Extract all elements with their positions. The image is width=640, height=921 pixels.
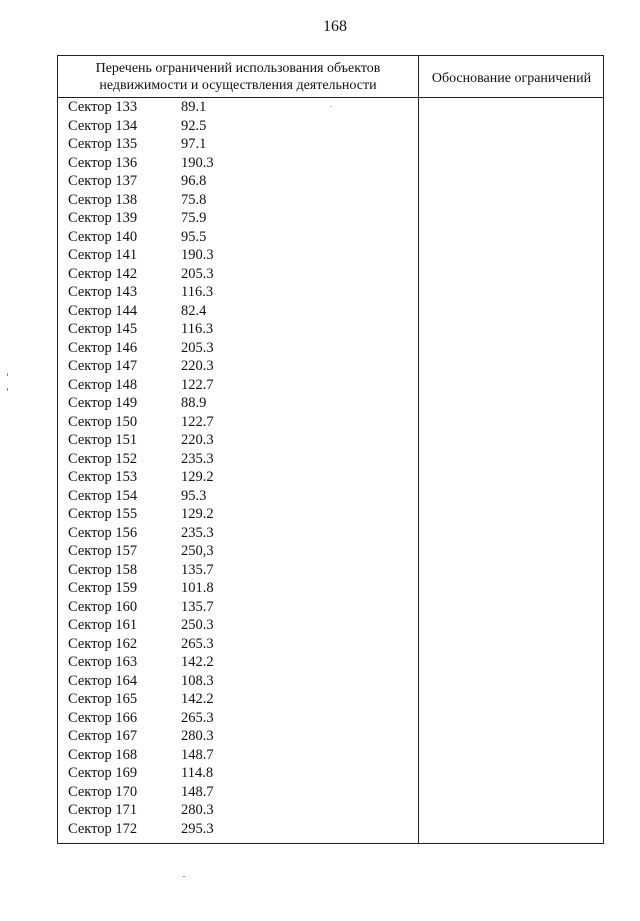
table-row (68, 764, 214, 783)
sector-name: Сектор 157 (68, 543, 138, 559)
table-row (68, 653, 214, 672)
sector-name: Сектор 169 (68, 765, 138, 781)
sector-value: 148.7 (181, 746, 214, 763)
sector-name: Сектор 171 (68, 802, 138, 818)
table-row (68, 431, 214, 450)
sector-value: 75.9 (181, 210, 207, 226)
sector-value: 82.4 (181, 302, 207, 319)
sector-name: Сектор 143 (68, 284, 138, 300)
table-row (68, 246, 214, 265)
sector-name: Сектор 149 (68, 395, 138, 411)
table-row (68, 690, 214, 709)
sector-name: Сектор 164 (68, 672, 138, 689)
sector-name: Сектор 172 (68, 820, 138, 837)
table-row (68, 727, 214, 746)
sector-name: Сектор 141 (68, 247, 138, 263)
table-row (68, 450, 214, 469)
sector-value: 235.3 (181, 450, 214, 467)
sector-name: Сектор 136 (68, 154, 138, 171)
scan-speck (330, 106, 332, 107)
sector-value: 129.2 (181, 506, 214, 522)
table-row (68, 709, 214, 728)
sector-value: 235.3 (181, 524, 214, 541)
sector-value: 75.8 (181, 191, 207, 208)
sector-value: 116.3 (181, 321, 214, 337)
sector-value: 108.3 (181, 672, 214, 689)
header-restrictions-list: Перечень ограничений использования объектов недвижимости и осуществления деятельности (95, 61, 381, 93)
sector-value: 148.7 (181, 783, 214, 800)
table-row (68, 228, 214, 247)
sector-name: Сектор 162 (68, 635, 138, 652)
scan-speck (7, 388, 8, 391)
sector-value: 205.3 (181, 265, 214, 282)
sector-value: 190.3 (181, 154, 214, 171)
table-row (68, 579, 214, 598)
sector-name: Сектор 155 (68, 506, 138, 522)
restrictions-table (57, 55, 604, 844)
table-row (68, 376, 214, 395)
sector-value: 122.7 (181, 376, 214, 393)
table-row (68, 117, 214, 136)
table-body (68, 98, 214, 838)
table-row (68, 172, 214, 191)
sector-name: Сектор 148 (68, 376, 138, 393)
table-row (68, 524, 214, 543)
table-row (68, 820, 214, 839)
sector-name: Сектор 140 (68, 228, 138, 245)
sector-value: 135.7 (181, 561, 214, 578)
sector-value: 92.5 (181, 117, 207, 134)
table-row (68, 616, 214, 635)
sector-name: Сектор 135 (68, 136, 138, 152)
sector-value: 89.1 (181, 99, 207, 115)
sector-name: Сектор 166 (68, 709, 138, 726)
sector-value: 122.7 (181, 413, 214, 430)
sector-name: Сектор 144 (68, 302, 138, 319)
sector-name: Сектор 161 (68, 617, 138, 633)
sector-name: Сектор 138 (68, 191, 138, 208)
sector-name: Сектор 152 (68, 450, 138, 467)
sector-value: 220.3 (181, 432, 214, 448)
table-row (68, 672, 214, 691)
sector-value: 101.8 (181, 580, 214, 596)
sector-value: 142.2 (181, 654, 214, 670)
table-row (68, 320, 214, 339)
table-row (68, 598, 214, 617)
table-row (68, 98, 214, 117)
sector-name: Сектор 163 (68, 654, 138, 670)
table-row (68, 302, 214, 321)
sector-value: 135.7 (181, 598, 214, 615)
page-number: 168 (323, 18, 347, 35)
table-row (68, 801, 214, 820)
sector-name: Сектор 156 (68, 524, 138, 541)
sector-value: 114.8 (181, 765, 214, 781)
table-row (68, 265, 214, 284)
table-row (68, 394, 214, 413)
sector-value: 250,3 (181, 543, 214, 559)
table-row (68, 635, 214, 654)
sector-name: Сектор 167 (68, 728, 138, 744)
table-row (68, 487, 214, 506)
sector-value: 142.2 (181, 691, 214, 707)
column-divider (418, 56, 419, 843)
sector-value: 220.3 (181, 358, 214, 374)
sector-value: 295.3 (181, 820, 214, 837)
sector-value: 88.9 (181, 395, 207, 411)
sector-value: 205.3 (181, 339, 214, 356)
sector-name: Сектор 150 (68, 413, 138, 430)
sector-name: Сектор 165 (68, 691, 138, 707)
table-row (68, 413, 214, 432)
sector-name: Сектор 158 (68, 561, 138, 578)
sector-name: Сектор 139 (68, 210, 138, 226)
table-row (68, 561, 214, 580)
table-row (68, 505, 214, 524)
sector-value: 116.3 (181, 284, 214, 300)
table-row (68, 154, 214, 173)
sector-name: Сектор 170 (68, 783, 138, 800)
table-row (68, 783, 214, 802)
sector-name: Сектор 133 (68, 99, 138, 115)
table-row (68, 135, 214, 154)
scan-speck (183, 876, 185, 877)
sector-value: 129.2 (181, 469, 214, 485)
sector-name: Сектор 154 (68, 487, 138, 504)
sector-value: 96.8 (181, 173, 207, 189)
sector-value: 97.1 (181, 136, 207, 152)
sector-name: Сектор 160 (68, 598, 138, 615)
table-row (68, 191, 214, 210)
sector-value: 250.3 (181, 617, 214, 633)
sector-name: Сектор 134 (68, 117, 138, 134)
sector-name: Сектор 145 (68, 321, 138, 337)
header-restrictions-justification: Обоснование ограничений (431, 71, 592, 86)
sector-value: 95.5 (181, 228, 207, 245)
sector-name: Сектор 153 (68, 469, 138, 485)
table-row (68, 283, 214, 302)
sector-name: Сектор 159 (68, 580, 138, 596)
sector-value: 190.3 (181, 247, 214, 263)
sector-name: Сектор 151 (68, 432, 138, 448)
sector-value: 280.3 (181, 728, 214, 744)
sector-name: Сектор 147 (68, 358, 138, 374)
table-row (68, 468, 214, 487)
table-row (68, 357, 214, 376)
sector-value: 95.3 (181, 487, 207, 504)
scan-speck (7, 373, 8, 376)
table-row (68, 542, 214, 561)
sector-value: 265.3 (181, 709, 214, 726)
sector-name: Сектор 137 (68, 173, 138, 189)
table-row (68, 746, 214, 765)
sector-value: 265.3 (181, 635, 214, 652)
sector-name: Сектор 142 (68, 265, 138, 282)
table-row (68, 339, 214, 358)
sector-name: Сектор 146 (68, 339, 138, 356)
sector-name: Сектор 168 (68, 746, 138, 763)
table-row (68, 209, 214, 228)
sector-value: 280.3 (181, 802, 214, 818)
